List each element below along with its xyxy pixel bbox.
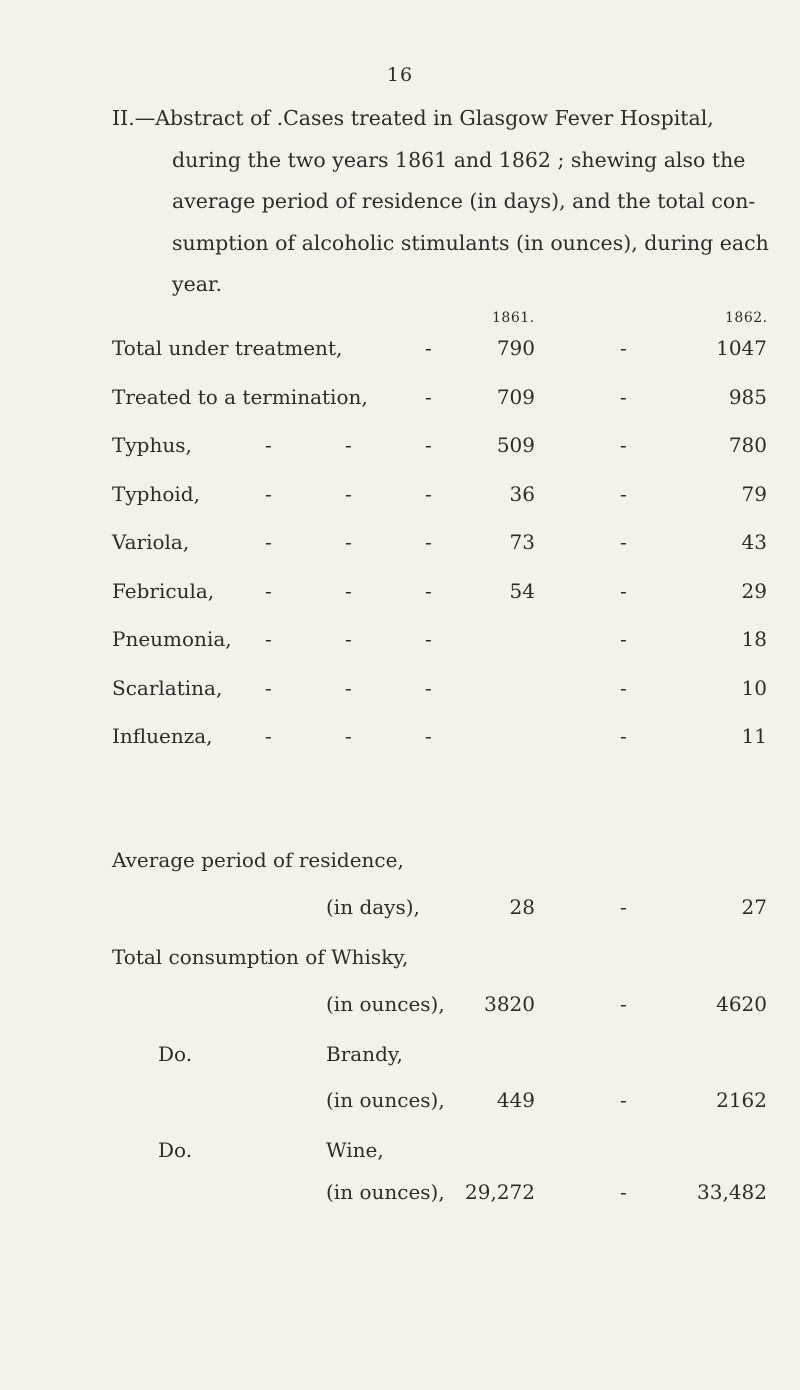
table-row bbox=[0, 433, 800, 463]
leader-dash: - bbox=[620, 579, 627, 603]
table-row bbox=[0, 724, 800, 754]
unit-label: (in days), bbox=[326, 895, 420, 919]
column-header-1862: 1862. bbox=[725, 310, 768, 326]
page-number: 16 bbox=[386, 64, 414, 86]
value-1862: 79 bbox=[741, 482, 767, 506]
value-1862: 780 bbox=[728, 433, 767, 457]
leader-dash: - bbox=[620, 433, 627, 457]
leader-dash: - bbox=[345, 579, 352, 603]
column-header-1861: 1861. bbox=[492, 310, 535, 326]
leader-dash: - bbox=[345, 676, 352, 700]
leader-dash: - bbox=[265, 433, 272, 457]
table-heading bbox=[112, 98, 772, 306]
leader-dash: - bbox=[425, 627, 432, 651]
leader-dash: - bbox=[265, 579, 272, 603]
leader-dash: - bbox=[620, 530, 627, 554]
table-row bbox=[0, 482, 800, 512]
table-row bbox=[0, 895, 800, 925]
leader-dash: - bbox=[265, 482, 272, 506]
value-1861: 3820 bbox=[484, 992, 535, 1016]
leader-dash: - bbox=[425, 579, 432, 603]
heading-line-3: average period of residence (in days), and the total con- bbox=[172, 189, 756, 213]
leader-dash: - bbox=[425, 676, 432, 700]
leader-dash: - bbox=[265, 676, 272, 700]
row-label: Pneumonia, bbox=[112, 627, 232, 651]
value-1862: 2162 bbox=[716, 1088, 767, 1112]
heading-line-1: II.—Abstract of .Cases treated in Glasgow Fever Hospital, bbox=[112, 106, 714, 130]
value-1862: 43 bbox=[741, 530, 767, 554]
row-label: Total under treatment, bbox=[112, 336, 343, 360]
row-label: Typhus, bbox=[112, 433, 192, 457]
value-1862: 4620 bbox=[716, 992, 767, 1016]
table-row bbox=[0, 385, 800, 415]
unit-label: (in ounces), bbox=[326, 1180, 445, 1204]
table-row bbox=[0, 1180, 800, 1210]
value-1862: 29 bbox=[741, 579, 767, 603]
leader-dash: - bbox=[620, 992, 627, 1016]
leader-dash: - bbox=[265, 724, 272, 748]
value-1861: 29,272 bbox=[465, 1180, 535, 1204]
table-row bbox=[0, 1088, 800, 1118]
leader-dash: - bbox=[620, 1088, 627, 1112]
row-label: Febricula, bbox=[112, 579, 215, 603]
value-1862: 33,482 bbox=[697, 1180, 767, 1204]
value-1862: 18 bbox=[741, 627, 767, 651]
row-label: Influenza, bbox=[112, 724, 213, 748]
heading-line-4: sumption of alcoholic stimulants (in ounces), during each bbox=[172, 230, 769, 255]
value-1862: 985 bbox=[728, 385, 767, 409]
leader-dash: - bbox=[620, 336, 627, 360]
whisky-label: Total consumption of Whisky, bbox=[112, 945, 409, 969]
ditto-mark: Do. bbox=[158, 1042, 193, 1066]
row-label: Scarlatina, bbox=[112, 676, 223, 700]
table-row bbox=[0, 336, 800, 366]
value-1861: 28 bbox=[509, 895, 535, 919]
unit-label: (in ounces), bbox=[326, 1088, 445, 1112]
table-row bbox=[0, 627, 800, 657]
leader-dash: - bbox=[265, 530, 272, 554]
table-row bbox=[0, 579, 800, 609]
value-1861: 790 bbox=[496, 336, 535, 360]
leader-dash: - bbox=[620, 627, 627, 651]
leader-dash: - bbox=[425, 336, 432, 360]
table-row bbox=[0, 676, 800, 706]
leader-dash: - bbox=[620, 724, 627, 748]
leader-dash: - bbox=[265, 627, 272, 651]
leader-dash: - bbox=[620, 895, 627, 919]
unit-label: (in ounces), bbox=[326, 992, 445, 1016]
value-1862: 27 bbox=[741, 895, 767, 919]
leader-dash: - bbox=[620, 676, 627, 700]
value-1862: 11 bbox=[741, 724, 767, 748]
value-1861: 709 bbox=[496, 385, 535, 409]
leader-dash: - bbox=[425, 530, 432, 554]
leader-dash: - bbox=[425, 433, 432, 457]
leader-dash: - bbox=[620, 1180, 627, 1204]
leader-dash: - bbox=[620, 482, 627, 506]
table-row bbox=[0, 992, 800, 1022]
value-1861: 509 bbox=[496, 433, 535, 457]
value-1861: 36 bbox=[509, 482, 535, 506]
value-1862: 10 bbox=[741, 676, 767, 700]
residence-label: Average period of residence, bbox=[112, 848, 404, 872]
value-1862: 1047 bbox=[716, 336, 767, 360]
leader-dash: - bbox=[620, 385, 627, 409]
row-label: Treated to a termination, bbox=[112, 385, 368, 409]
value-1861: 54 bbox=[509, 579, 535, 603]
brandy-label: Brandy, bbox=[326, 1042, 403, 1066]
value-1861: 449 bbox=[496, 1088, 535, 1112]
leader-dash: - bbox=[345, 530, 352, 554]
leader-dash: - bbox=[345, 724, 352, 748]
row-label: Typhoid, bbox=[112, 482, 200, 506]
leader-dash: - bbox=[425, 482, 432, 506]
wine-label: Wine, bbox=[326, 1138, 384, 1162]
row-label: Variola, bbox=[112, 530, 190, 554]
ditto-mark: Do. bbox=[158, 1138, 193, 1162]
leader-dash: - bbox=[425, 724, 432, 748]
leader-dash: - bbox=[345, 627, 352, 651]
heading-line-2: during the two years 1861 and 1862 ; shewing also the bbox=[172, 147, 746, 172]
heading-line-5: year. bbox=[172, 272, 222, 296]
table-row bbox=[0, 530, 800, 560]
value-1861: 73 bbox=[509, 530, 535, 554]
leader-dash: - bbox=[425, 385, 432, 409]
leader-dash: - bbox=[345, 433, 352, 457]
leader-dash: - bbox=[345, 482, 352, 506]
